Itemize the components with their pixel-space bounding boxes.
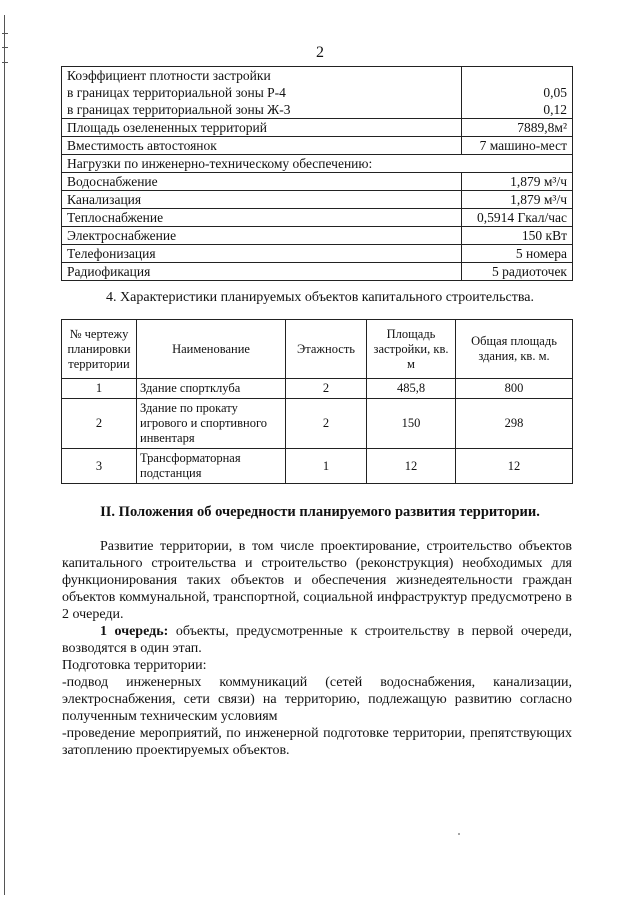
- table-row: [62, 227, 573, 245]
- paragraph: Подготовка территории:: [62, 658, 207, 673]
- param-value: 7889,8м²: [462, 119, 573, 137]
- column-header: Площадь застройки, кв. м: [367, 320, 456, 379]
- param-value: 0,05 0,12: [462, 67, 573, 119]
- scan-speck: [458, 833, 460, 835]
- margin-tick: [2, 33, 8, 34]
- param-label: Коэффициент плотности застройки в границах территориальной зоны Р-4 в границах территориальной зоны Ж-3: [62, 67, 462, 119]
- table-cell: 150: [367, 399, 456, 449]
- param-label: Электроснабжение: [62, 227, 462, 245]
- table-cell: 485,8: [367, 379, 456, 399]
- param-label: Канализация: [62, 191, 462, 209]
- param-label: Телефонизация: [62, 245, 462, 263]
- paragraph: -проведение мероприятий, по инженерной подготовке территории, препятствующих затоплению проектируемых объектов.: [62, 726, 572, 758]
- param-value: 5 номера: [462, 245, 573, 263]
- column-header: Наименование: [137, 320, 286, 379]
- table-cell: 2: [286, 399, 367, 449]
- param-value: 1,879 м³/ч: [462, 191, 573, 209]
- paragraph-text: объекты, предусмотренные к строительству в первой очереди, возводятся в один этап.: [62, 624, 572, 656]
- table-row: [62, 449, 573, 484]
- paragraph: -подвод инженерных коммуникаций (сетей водоснабжения, канализации, электроснабжения, сети связи) на территорию, подлежащую развитию согласно полученным техническим условиям: [62, 675, 572, 724]
- param-value: 0,5914 Гкал/час: [462, 209, 573, 227]
- margin-tick: [2, 62, 8, 63]
- paragraph-bold-lead: 1 очередь:: [100, 624, 169, 639]
- param-value: 5 радиоточек: [462, 263, 573, 281]
- table-cell: 12: [367, 449, 456, 484]
- table-cell: 1: [62, 379, 137, 399]
- param-value: 150 кВт: [462, 227, 573, 245]
- table-row: [62, 137, 573, 155]
- section-4-title: 4. Характеристики планируемых объектов капитального строительства.: [106, 290, 534, 305]
- table-row: [62, 119, 573, 137]
- column-header: № чертежу планировки территории: [62, 320, 137, 379]
- table-cell: 800: [456, 379, 573, 399]
- table-cell: 298: [456, 399, 573, 449]
- table-row: [62, 67, 573, 119]
- param-label: Теплоснабжение: [62, 209, 462, 227]
- column-header: Общая площадь здания, кв. м.: [456, 320, 573, 379]
- paragraph: Развитие территории, в том числе проектирование, строительство объектов капитального строительства и строительство (реконструкция) необходимых для функционирования таких объектов и обеспечения жизнедеятельности граждан объектов коммунальной, транспортной, социальной инфраструктур предусмотрено в 2 очереди.: [62, 539, 572, 622]
- table-cell: Трансформаторная подстанция: [137, 449, 286, 484]
- table-cell: 2: [62, 399, 137, 449]
- left-margin-line: [4, 15, 5, 895]
- table-row: [62, 155, 573, 173]
- param-value: 7 машино-мест: [462, 137, 573, 155]
- param-section-label: Нагрузки по инженерно-техническому обеспечению:: [62, 155, 573, 173]
- table-row: [62, 399, 573, 449]
- table-cell: 2: [286, 379, 367, 399]
- parameters-table: [61, 66, 573, 281]
- table-cell: Здание по прокату игрового и спортивного инвентаря: [137, 399, 286, 449]
- param-label: Радиофикация: [62, 263, 462, 281]
- table-cell: 1: [286, 449, 367, 484]
- table-row: [62, 191, 573, 209]
- paragraph: [62, 623, 572, 657]
- planned-objects-table: [61, 319, 573, 484]
- table-row: [62, 173, 573, 191]
- page-number: 2: [316, 44, 324, 61]
- table-cell: 3: [62, 449, 137, 484]
- column-header: Этажность: [286, 320, 367, 379]
- body-text: [62, 538, 572, 759]
- table-row: [62, 379, 573, 399]
- table-row: [62, 209, 573, 227]
- param-label: Вместимость автостоянок: [62, 137, 462, 155]
- param-label: Площадь озелененных территорий: [62, 119, 462, 137]
- section-2-heading: II. Положения об очередности планируемого развития территории.: [100, 504, 540, 520]
- table-header-row: [62, 320, 573, 379]
- param-label: Водоснабжение: [62, 173, 462, 191]
- table-row: [62, 245, 573, 263]
- param-value: 1,879 м³/ч: [462, 173, 573, 191]
- table-cell: 12: [456, 449, 573, 484]
- table-cell: Здание спортклуба: [137, 379, 286, 399]
- table-row: [62, 263, 573, 281]
